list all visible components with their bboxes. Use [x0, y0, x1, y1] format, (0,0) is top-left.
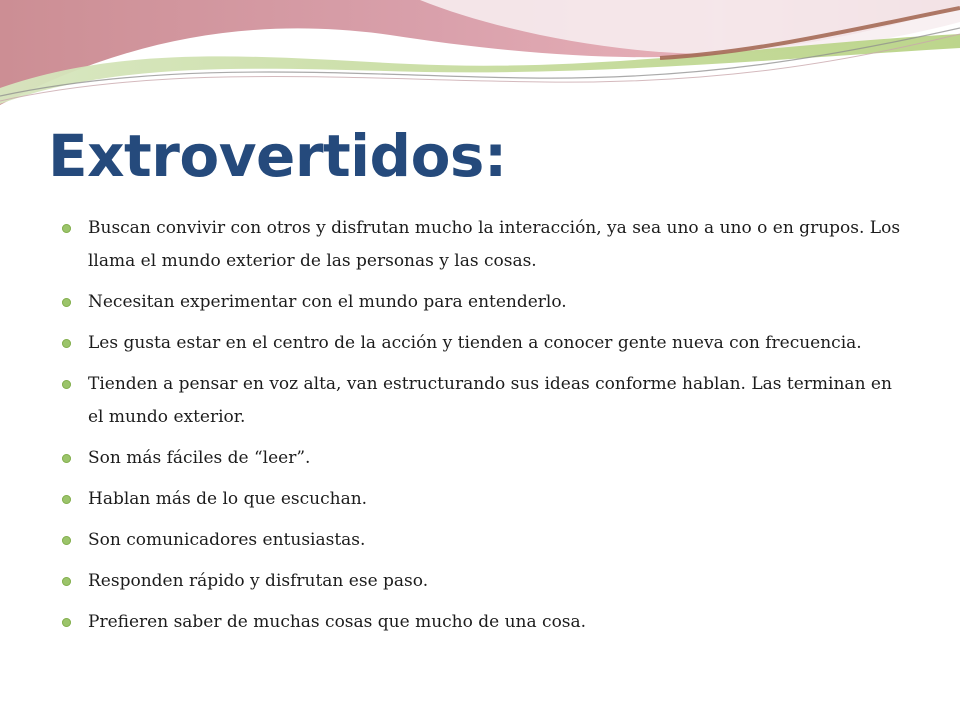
bullet-dot-icon [62, 536, 71, 545]
bullet-dot-icon [62, 298, 71, 307]
bullet-text: Buscan convivir con otros y disfrutan mucho la interacción, ya sea uno a uno o en grupos. Los llama el mundo exterior de las personas y las cosas. [88, 218, 901, 271]
bullet-dot-icon [62, 224, 71, 233]
bullet-dot-icon [62, 618, 71, 627]
slide-title: Extrovertidos: [48, 122, 507, 190]
bullet-dot-icon [62, 380, 71, 389]
bullet-text: Tienden a pensar en voz alta, van estructurando sus ideas conforme hablan. Las terminan en el mundo exterior. [88, 374, 892, 427]
bullet-text: Necesitan experimentar con el mundo para entenderlo. [88, 292, 567, 312]
bullet-text: Responden rápido y disfrutan ese paso. [88, 571, 429, 591]
bullet-dot-icon [62, 495, 71, 504]
bullet-list [62, 212, 904, 647]
bullet-item [62, 327, 904, 360]
bullet-item [62, 483, 904, 516]
bullet-text: Son más fáciles de “leer”. [88, 448, 311, 468]
bullet-text: Les gusta estar en el centro de la acción y tienden a conocer gente nueva con frecuencia. [88, 333, 862, 353]
bullet-item [62, 442, 904, 475]
bullet-item [62, 524, 904, 557]
bullet-text: Prefieren saber de muchas cosas que mucho de una cosa. [88, 612, 587, 632]
bullet-dot-icon [62, 339, 71, 348]
bullet-dot-icon [62, 454, 71, 463]
bullet-text: Hablan más de lo que escuchan. [88, 489, 368, 509]
bullet-text: Son comunicadores entusiastas. [88, 530, 366, 550]
bullet-dot-icon [62, 577, 71, 586]
bullet-item [62, 368, 904, 434]
bullet-item [62, 286, 904, 319]
bullet-item [62, 212, 904, 278]
decorative-header-waves [0, 0, 960, 120]
bullet-item [62, 565, 904, 598]
bullet-item [62, 606, 904, 639]
